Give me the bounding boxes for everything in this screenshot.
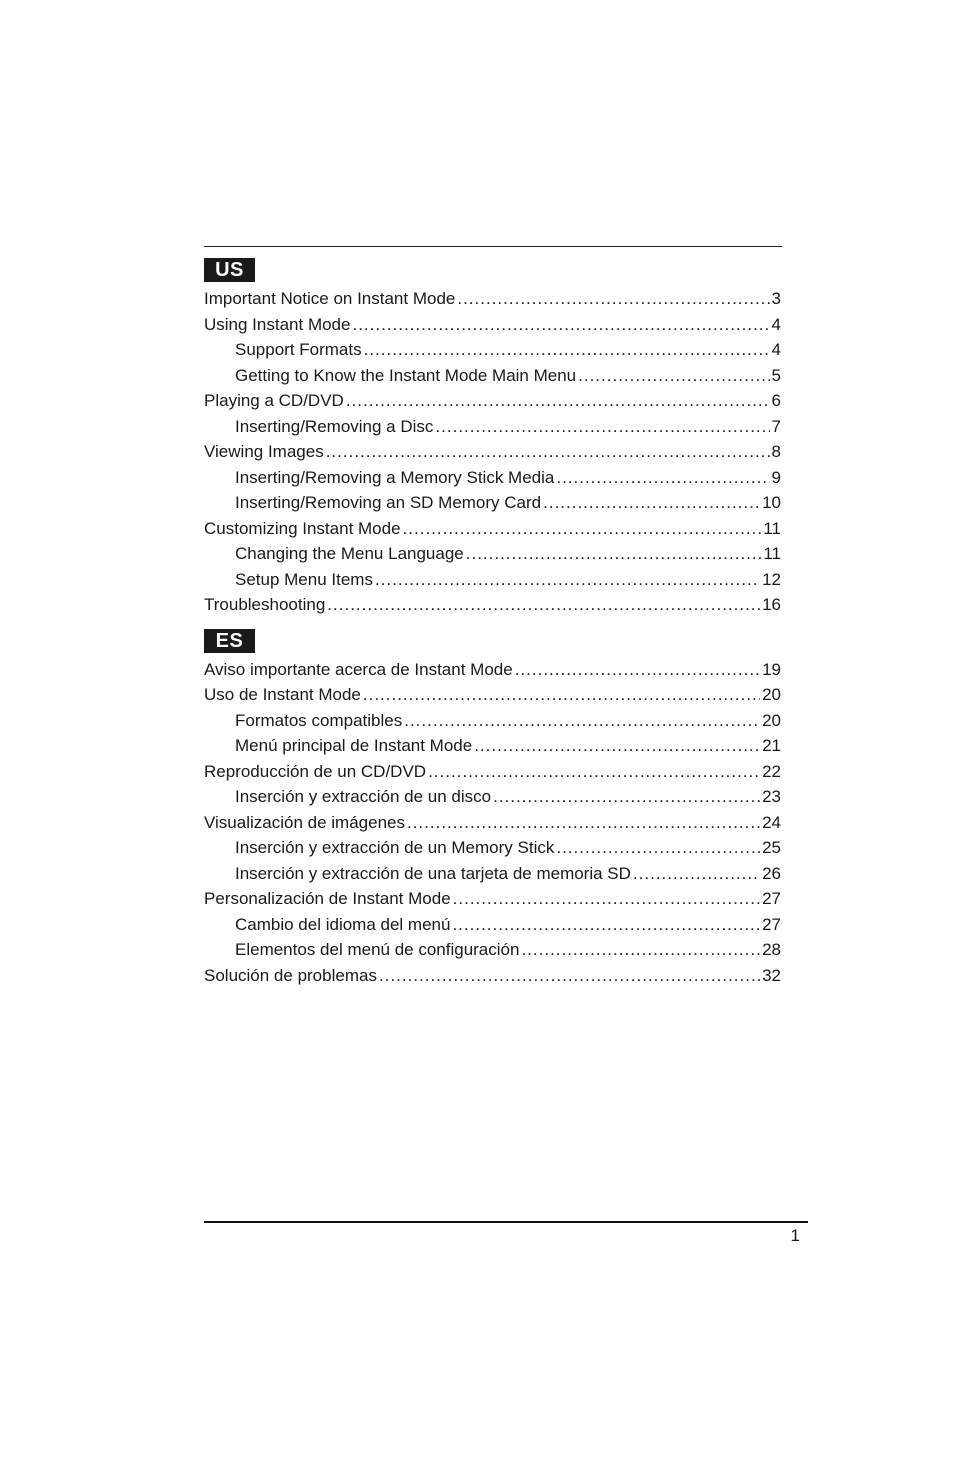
toc-entry-page: 8 <box>771 442 781 461</box>
toc-entry-page: 10 <box>762 493 781 512</box>
toc-entry-page: 3 <box>771 289 781 308</box>
toc-entry[interactable] <box>204 516 781 542</box>
toc-entry-title: Using Instant Mode <box>204 314 351 334</box>
toc-entry-page: 20 <box>762 685 781 704</box>
toc-entry-title: Elementos del menú de configuración <box>235 940 520 959</box>
toc-entry-page: 16 <box>762 595 781 614</box>
dot-leader <box>326 439 770 465</box>
dot-leader <box>521 937 760 963</box>
dot-leader <box>556 835 760 861</box>
dot-leader <box>474 733 760 759</box>
dot-leader <box>404 708 760 734</box>
toc-section-es <box>204 629 781 989</box>
toc-entry-title: Viewing Images <box>204 442 324 461</box>
toc-entry-title: Inserting/Removing an SD Memory Card <box>235 493 542 512</box>
toc-entry[interactable] <box>204 592 781 618</box>
toc-entry-title: Cambio del idioma del menú <box>235 914 451 934</box>
dot-leader <box>352 312 769 338</box>
dot-leader <box>515 657 760 683</box>
toc-entry[interactable] <box>204 886 781 912</box>
toc-entry-page: 26 <box>762 863 781 883</box>
toc-entry-page: 27 <box>762 914 781 934</box>
toc-entry-title: Changing the Menu Language <box>235 544 464 563</box>
toc-entry[interactable] <box>204 861 781 887</box>
toc-entry-page: 12 <box>762 569 781 589</box>
dot-leader <box>556 465 769 491</box>
toc-entry-title: Reproducción de un CD/DVD <box>204 761 427 781</box>
dot-leader <box>428 759 760 785</box>
toc-entry-page: 7 <box>771 416 781 436</box>
toc-entry[interactable] <box>204 363 781 389</box>
toc-entry[interactable] <box>204 759 781 785</box>
toc-entry-title: Getting to Know the Instant Mode Main Menu <box>235 365 577 385</box>
toc-entry[interactable] <box>204 682 781 708</box>
toc-entry-page: 4 <box>771 340 781 359</box>
dot-leader <box>407 810 760 836</box>
table-of-contents <box>204 258 781 988</box>
toc-entry-page: 11 <box>763 518 781 538</box>
toc-entry-page: 9 <box>771 467 781 487</box>
dot-leader <box>453 886 760 912</box>
dot-leader <box>493 784 760 810</box>
toc-entry-page: 32 <box>762 965 781 985</box>
toc-entry[interactable] <box>204 937 781 963</box>
toc-entry-title: Customizing Instant Mode <box>204 518 401 538</box>
toc-entries-us <box>204 286 781 618</box>
toc-entry-title: Setup Menu Items <box>235 569 373 589</box>
dot-leader <box>363 682 760 708</box>
toc-entry-title: Uso de Instant Mode <box>204 685 361 704</box>
toc-entry[interactable] <box>204 567 781 593</box>
dot-leader <box>375 567 760 593</box>
toc-entry-title: Playing a CD/DVD <box>204 391 344 410</box>
dot-leader <box>543 490 760 516</box>
dot-leader <box>346 388 770 414</box>
toc-entry-page: 5 <box>771 365 781 385</box>
toc-entry-page: 19 <box>762 659 781 679</box>
toc-entry[interactable] <box>204 810 781 836</box>
toc-section-us <box>204 258 781 618</box>
dot-leader <box>452 912 760 938</box>
language-badge-es: ES <box>204 629 255 653</box>
toc-entry-title: Important Notice on Instant Mode <box>204 289 456 308</box>
toc-entry[interactable] <box>204 337 781 363</box>
footer-rule <box>204 1221 808 1223</box>
toc-entry[interactable] <box>204 912 781 938</box>
toc-entry-title: Inserción y extracción de una tarjeta de memoria SD <box>235 863 631 883</box>
toc-entry-page: 6 <box>771 391 781 410</box>
toc-entry-title: Inserting/Removing a Memory Stick Media <box>235 467 555 487</box>
dot-leader <box>364 337 770 363</box>
dot-leader <box>403 516 762 542</box>
toc-entry[interactable] <box>204 708 781 734</box>
toc-entry-title: Menú principal de Instant Mode <box>235 736 473 755</box>
page-number: 1 <box>790 1226 800 1245</box>
dot-leader <box>435 414 769 440</box>
toc-entry[interactable] <box>204 465 781 491</box>
toc-entry-page: 21 <box>762 736 781 755</box>
language-badge-us: US <box>204 258 255 282</box>
toc-entry[interactable] <box>204 733 781 759</box>
toc-entry-title: Inserción y extracción de un disco <box>235 787 492 806</box>
toc-entry-page: 24 <box>762 812 781 832</box>
dot-leader <box>466 541 762 567</box>
toc-entry-page: 11 <box>763 544 781 563</box>
toc-entry[interactable] <box>204 963 781 989</box>
dot-leader <box>633 861 760 887</box>
dot-leader <box>578 363 769 389</box>
toc-entry-title: Personalización de Instant Mode <box>204 889 451 908</box>
dot-leader <box>379 963 760 989</box>
toc-entry[interactable] <box>204 490 781 516</box>
toc-entry-page: 25 <box>762 838 781 857</box>
toc-entry-title: Support Formats <box>235 340 362 359</box>
toc-entry[interactable] <box>204 541 781 567</box>
toc-entry-page: 23 <box>762 787 781 806</box>
toc-entry-title: Troubleshooting <box>204 595 326 614</box>
toc-entries-es <box>204 657 781 989</box>
toc-entry-title: Formatos compatibles <box>235 710 403 730</box>
toc-entry-page: 27 <box>762 889 781 908</box>
toc-entry-title: Inserción y extracción de un Memory Stick <box>235 838 555 857</box>
toc-entry-page: 20 <box>762 710 781 730</box>
toc-entry[interactable] <box>204 414 781 440</box>
toc-entry[interactable] <box>204 439 781 465</box>
dot-leader <box>457 286 769 312</box>
toc-entry-title: Visualización de imágenes <box>204 812 405 832</box>
toc-entry[interactable] <box>204 657 781 683</box>
toc-entry[interactable] <box>204 835 781 861</box>
toc-entry-page: 22 <box>762 761 781 781</box>
toc-entry-title: Solución de problemas <box>204 965 377 985</box>
dot-leader <box>327 592 760 618</box>
toc-entry-title: Inserting/Removing a Disc <box>235 416 434 436</box>
toc-entry[interactable] <box>204 286 781 312</box>
toc-entry-title: Aviso importante acerca de Instant Mode <box>204 659 513 679</box>
toc-entry-page: 4 <box>771 314 781 334</box>
toc-entry[interactable] <box>204 388 781 414</box>
toc-entry[interactable] <box>204 784 781 810</box>
top-rule <box>204 246 782 247</box>
toc-entry-page: 28 <box>762 940 781 959</box>
toc-entry[interactable] <box>204 312 781 338</box>
